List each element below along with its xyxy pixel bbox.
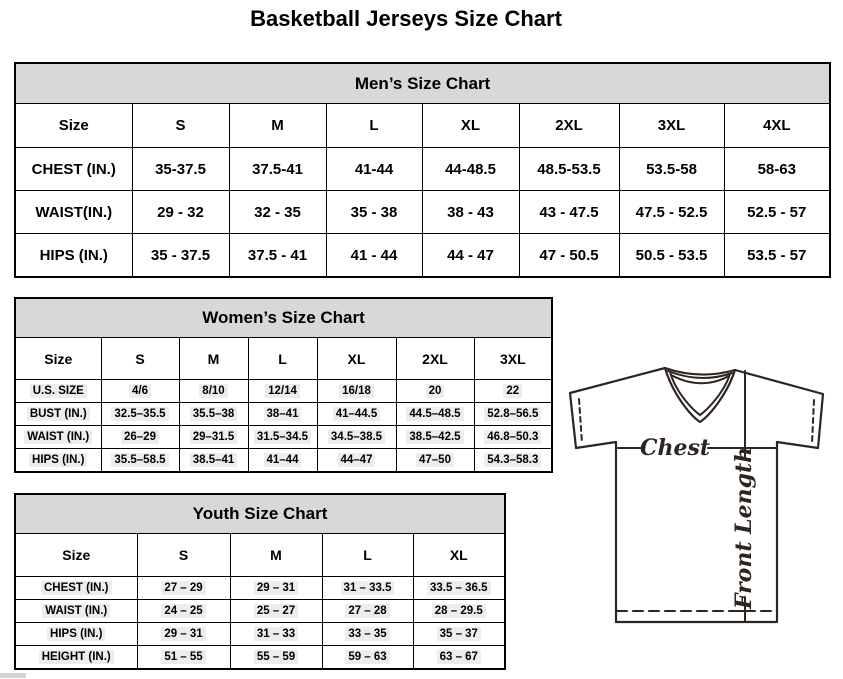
size-value: 38–41	[264, 407, 302, 421]
row-label-text: WAIST (IN.)	[24, 430, 92, 444]
table-row-waist	[15, 600, 505, 623]
size-value-cell: 47.5 - 52.5	[619, 191, 724, 234]
size-value: 46.8–50.3	[484, 430, 541, 444]
size-value-cell: 44-48.5	[422, 148, 519, 191]
size-value: 41–44.5	[333, 407, 381, 421]
size-value: 16/18	[339, 384, 374, 398]
row-label-text: BUST (IN.)	[27, 407, 90, 421]
size-value: 38.5–41	[190, 453, 238, 467]
table-title-row	[15, 298, 552, 338]
size-value-cell	[474, 403, 552, 426]
column-header-row	[15, 534, 505, 577]
size-value-cell	[474, 380, 552, 403]
size-value: 54.3–58.3	[484, 453, 541, 467]
size-value-cell	[137, 577, 230, 600]
column-header-3xl: 3XL	[474, 338, 552, 380]
size-value: 4/6	[129, 384, 151, 398]
table-row-chest	[15, 577, 505, 600]
size-value: 31 – 33	[254, 627, 298, 641]
row-label	[15, 449, 101, 473]
size-value-cell	[179, 426, 248, 449]
column-header-xl: XL	[317, 338, 396, 380]
mens-size-chart-table	[14, 62, 831, 278]
size-value-cell	[413, 600, 505, 623]
size-value: 55 – 59	[254, 650, 298, 664]
size-value-cell	[396, 449, 474, 473]
column-header-row	[15, 338, 552, 380]
size-value-cell	[396, 380, 474, 403]
size-value-cell: 37.5-41	[229, 148, 326, 191]
jersey-outline	[570, 368, 823, 622]
row-label	[15, 426, 101, 449]
column-header-s: S	[132, 104, 229, 148]
column-header-2xl: 2XL	[519, 104, 619, 148]
column-header-2xl: 2XL	[396, 338, 474, 380]
size-value-cell	[322, 623, 413, 646]
column-header-l: L	[248, 338, 317, 380]
size-value-cell	[322, 600, 413, 623]
size-value: 47–50	[416, 453, 454, 467]
size-value-cell: 43 - 47.5	[519, 191, 619, 234]
column-header-l: L	[326, 104, 422, 148]
size-value-cell	[396, 403, 474, 426]
size-value-cell: 38 - 43	[422, 191, 519, 234]
size-value-cell: 52.5 - 57	[724, 191, 830, 234]
size-value-cell	[413, 577, 505, 600]
size-value-cell	[248, 449, 317, 473]
table-row-hips	[15, 623, 505, 646]
size-value: 33 – 35	[345, 627, 389, 641]
size-value: 35.5–58.5	[111, 453, 168, 467]
size-value-cell	[248, 426, 317, 449]
size-value-cell	[413, 623, 505, 646]
size-value: 27 – 28	[345, 604, 389, 618]
size-value-cell	[317, 403, 396, 426]
size-value-cell: 41-44	[326, 148, 422, 191]
size-value-cell	[322, 577, 413, 600]
column-header-3xl: 3XL	[619, 104, 724, 148]
size-value-cell	[317, 380, 396, 403]
size-value: 38.5–42.5	[406, 430, 463, 444]
column-header-4xl: 4XL	[724, 104, 830, 148]
size-value-cell: 37.5 - 41	[229, 234, 326, 278]
size-value-cell	[230, 623, 322, 646]
column-header-m: M	[179, 338, 248, 380]
size-value: 35.5–38	[190, 407, 238, 421]
jersey-measurement-diagram	[557, 350, 840, 650]
row-label-text: U.S. SIZE	[30, 384, 87, 398]
column-header-m: M	[229, 104, 326, 148]
size-value-cell	[137, 600, 230, 623]
table-row-height	[15, 646, 505, 670]
table-row-us-size	[15, 380, 552, 403]
row-label-text: HIPS (IN.)	[29, 453, 87, 467]
size-value-cell: 53.5 - 57	[724, 234, 830, 278]
size-value-cell	[230, 646, 322, 670]
size-value-cell	[317, 449, 396, 473]
table-row-waist	[15, 191, 830, 234]
column-header-l: L	[322, 534, 413, 577]
size-value-cell: 41 - 44	[326, 234, 422, 278]
size-value: 44.5–48.5	[406, 407, 463, 421]
size-value: 26–29	[121, 430, 159, 444]
size-value: 20	[426, 384, 445, 398]
column-header-size: Size	[15, 534, 137, 577]
size-value: 31.5–34.5	[254, 430, 311, 444]
column-header-m: M	[230, 534, 322, 577]
column-header-row	[15, 104, 830, 148]
row-label-text: HEIGHT (IN.)	[39, 650, 114, 664]
row-label-text: CHEST (IN.)	[41, 581, 112, 595]
row-label	[15, 577, 137, 600]
size-value: 44–47	[338, 453, 376, 467]
size-value-cell	[230, 577, 322, 600]
size-value: 28 – 29.5	[432, 604, 486, 618]
size-value-cell	[137, 646, 230, 670]
right-cuff-dashed-line	[812, 400, 814, 444]
size-value: 29 – 31	[161, 627, 205, 641]
row-label	[15, 623, 137, 646]
size-value-cell	[396, 426, 474, 449]
table-row-hips	[15, 234, 830, 278]
size-value-cell: 53.5-58	[619, 148, 724, 191]
column-header-s: S	[137, 534, 230, 577]
size-value-cell	[413, 646, 505, 670]
size-value: 8/10	[199, 384, 227, 398]
size-value-cell: 35 - 37.5	[132, 234, 229, 278]
table-row-waist	[15, 426, 552, 449]
size-value-cell	[322, 646, 413, 670]
size-value: 35 – 37	[437, 627, 481, 641]
size-value-cell	[474, 426, 552, 449]
size-value-cell: 58-63	[724, 148, 830, 191]
size-value: 31 – 33.5	[341, 581, 395, 595]
size-value-cell: 32 - 35	[229, 191, 326, 234]
size-value: 34.5–38.5	[328, 430, 385, 444]
size-value: 27 – 29	[161, 581, 205, 595]
row-label-text: WAIST (IN.)	[42, 604, 110, 618]
column-header-xl: XL	[422, 104, 519, 148]
column-header-size: Size	[15, 104, 132, 148]
size-value-cell: 44 - 47	[422, 234, 519, 278]
column-header-xl: XL	[413, 534, 505, 577]
table-title-row	[15, 494, 505, 534]
size-value: 63 – 67	[437, 650, 481, 664]
page-title: Basketball Jerseys Size Chart	[250, 6, 562, 31]
row-label: WAIST(IN.)	[15, 191, 132, 234]
size-value-cell: 48.5-53.5	[519, 148, 619, 191]
row-label	[15, 380, 101, 403]
size-value-cell	[474, 449, 552, 473]
row-label: HIPS (IN.)	[15, 234, 132, 278]
table-title-row	[15, 63, 830, 104]
size-value-cell	[230, 600, 322, 623]
size-value: 22	[503, 384, 522, 398]
size-value-cell	[179, 403, 248, 426]
size-value: 12/14	[265, 384, 300, 398]
size-value-cell: 29 - 32	[132, 191, 229, 234]
size-value-cell	[101, 426, 179, 449]
size-value: 24 – 25	[161, 604, 205, 618]
size-value-cell	[179, 449, 248, 473]
size-value: 32.5–35.5	[111, 407, 168, 421]
size-value: 29–31.5	[190, 430, 238, 444]
size-value-cell	[101, 449, 179, 473]
size-value-cell: 35-37.5	[132, 148, 229, 191]
bottom-left-gray-fragment	[0, 673, 26, 678]
column-header-size: Size	[15, 338, 101, 380]
size-value: 59 – 63	[345, 650, 389, 664]
size-value: 52.8–56.5	[484, 407, 541, 421]
row-label	[15, 646, 137, 670]
size-value-cell: 47 - 50.5	[519, 234, 619, 278]
row-label	[15, 403, 101, 426]
size-value-cell	[179, 380, 248, 403]
size-value-cell: 35 - 38	[326, 191, 422, 234]
size-value: 29 – 31	[254, 581, 298, 595]
size-value-cell	[248, 403, 317, 426]
row-label-text: HIPS (IN.)	[47, 627, 105, 641]
size-value: 25 – 27	[254, 604, 298, 618]
youth-table-title: Youth Size Chart	[15, 494, 505, 534]
table-row-chest	[15, 148, 830, 191]
column-header-s: S	[101, 338, 179, 380]
row-label	[15, 600, 137, 623]
size-value-cell	[317, 426, 396, 449]
youth-size-chart-table	[14, 493, 506, 670]
size-value-cell	[101, 403, 179, 426]
chest-label: Chest	[639, 435, 711, 461]
size-value: 51 – 55	[161, 650, 205, 664]
size-value-cell: 50.5 - 53.5	[619, 234, 724, 278]
size-value-cell	[101, 380, 179, 403]
row-label: CHEST (IN.)	[15, 148, 132, 191]
size-value: 33.5 – 36.5	[427, 581, 491, 595]
mens-table-title: Men’s Size Chart	[15, 63, 830, 104]
size-value-cell	[137, 623, 230, 646]
table-row-bust	[15, 403, 552, 426]
womens-table-title: Women’s Size Chart	[15, 298, 552, 338]
womens-size-chart-table	[14, 297, 553, 473]
table-row-hips	[15, 449, 552, 473]
left-cuff-dashed-line	[579, 399, 582, 443]
front-length-label: Front Length	[731, 446, 757, 610]
size-value: 41–44	[264, 453, 302, 467]
size-value-cell	[248, 380, 317, 403]
